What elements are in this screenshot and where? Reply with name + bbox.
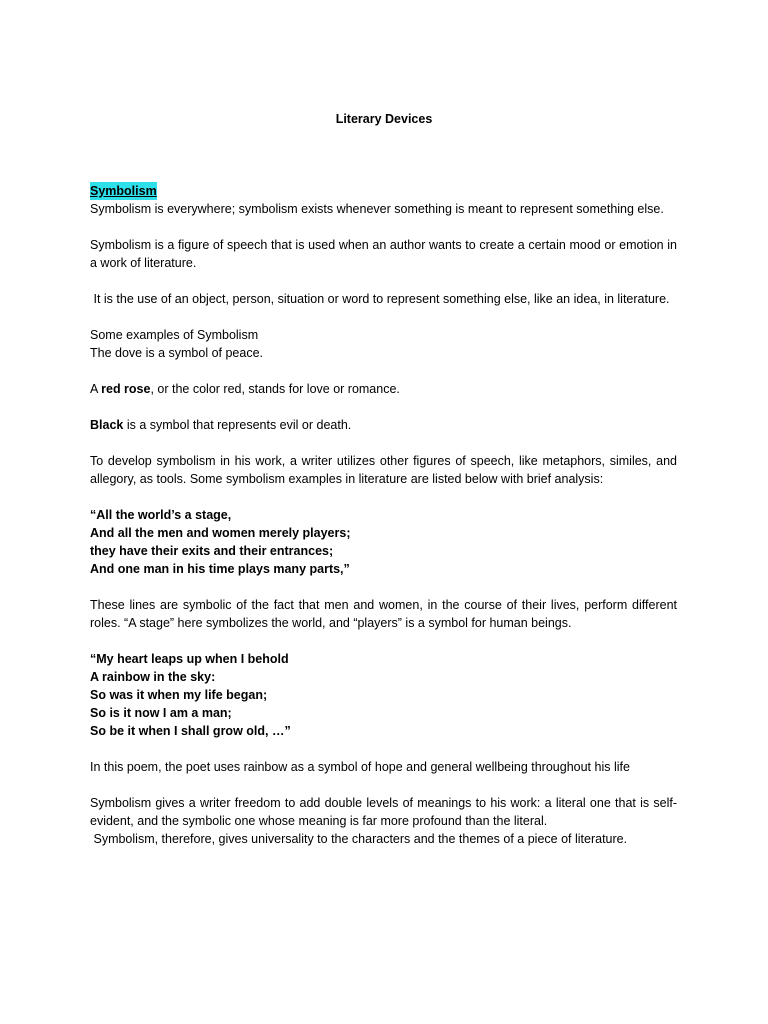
examples-intro: Some examples of Symbolism (90, 328, 259, 342)
example-red-rose (90, 380, 677, 398)
document-title: Literary Devices (335, 112, 433, 126)
quote-line: And all the men and women merely players; (90, 526, 351, 540)
example-black (90, 416, 677, 434)
quote-line: So is it now I am a man; (90, 706, 232, 720)
example-rose-prefix: A (90, 382, 102, 396)
paragraph-definition: Symbolism is everywhere; symbolism exists whenever something is meant to represent something else. (90, 202, 664, 216)
quote-line: And one man in his time plays many parts,” (90, 562, 350, 576)
paragraph-rainbow-analysis: In this poem, the poet uses rainbow as a symbol of hope and general wellbeing throughout his life (90, 760, 630, 774)
quote-line: So was it when my life began; (90, 688, 268, 702)
section-heading-wrapper (90, 182, 677, 200)
example-black-bold: Black (90, 418, 124, 432)
document-body (90, 182, 677, 848)
paragraph-use-of-object: It is the use of an object, person, situation or word to represent something else, like an idea, in literature. (90, 292, 670, 306)
paragraph-double-meaning: Symbolism gives a writer freedom to add double levels of meanings to his work: a literal one that is self-evident, and the symbolic one whose meaning is far more profound than the literal. (90, 796, 677, 828)
quote-line: A rainbow in the sky: (90, 670, 216, 684)
quote-line: “My heart leaps up when I behold (90, 652, 289, 666)
example-dove: The dove is a symbol of peace. (90, 346, 264, 360)
quote-shakespeare (90, 506, 677, 578)
section-heading: Symbolism (90, 184, 157, 198)
paragraph-figure-of-speech: Symbolism is a figure of speech that is used when an author wants to create a certain mood or emotion in a work of literature. (90, 238, 677, 270)
example-rose-rest: , or the color red, stands for love or romance. (150, 382, 400, 396)
example-rose-bold: red rose (101, 382, 151, 396)
quote-wordsworth (90, 650, 677, 740)
quote-line: So be it when I shall grow old, …” (90, 724, 291, 738)
paragraph-develop-symbolism: To develop symbolism in his work, a writer utilizes other figures of speech, like metaphors, similes, and allegory, as tools. Some symbolism examples in literature are listed below with brief analysis: (90, 454, 677, 486)
quote-line: they have their exits and their entrances; (90, 544, 334, 558)
paragraph-stage-analysis: These lines are symbolic of the fact that men and women, in the course of their lives, perform different roles. “A stage” here symbolizes the world, and “players” is a symbol for human beings. (90, 598, 677, 630)
example-black-rest: is a symbol that represents evil or death. (123, 418, 352, 432)
quote-line: “All the world’s a stage, (90, 508, 232, 522)
paragraph-universality: Symbolism, therefore, gives universality to the characters and the themes of a piece of literature. (90, 832, 628, 846)
